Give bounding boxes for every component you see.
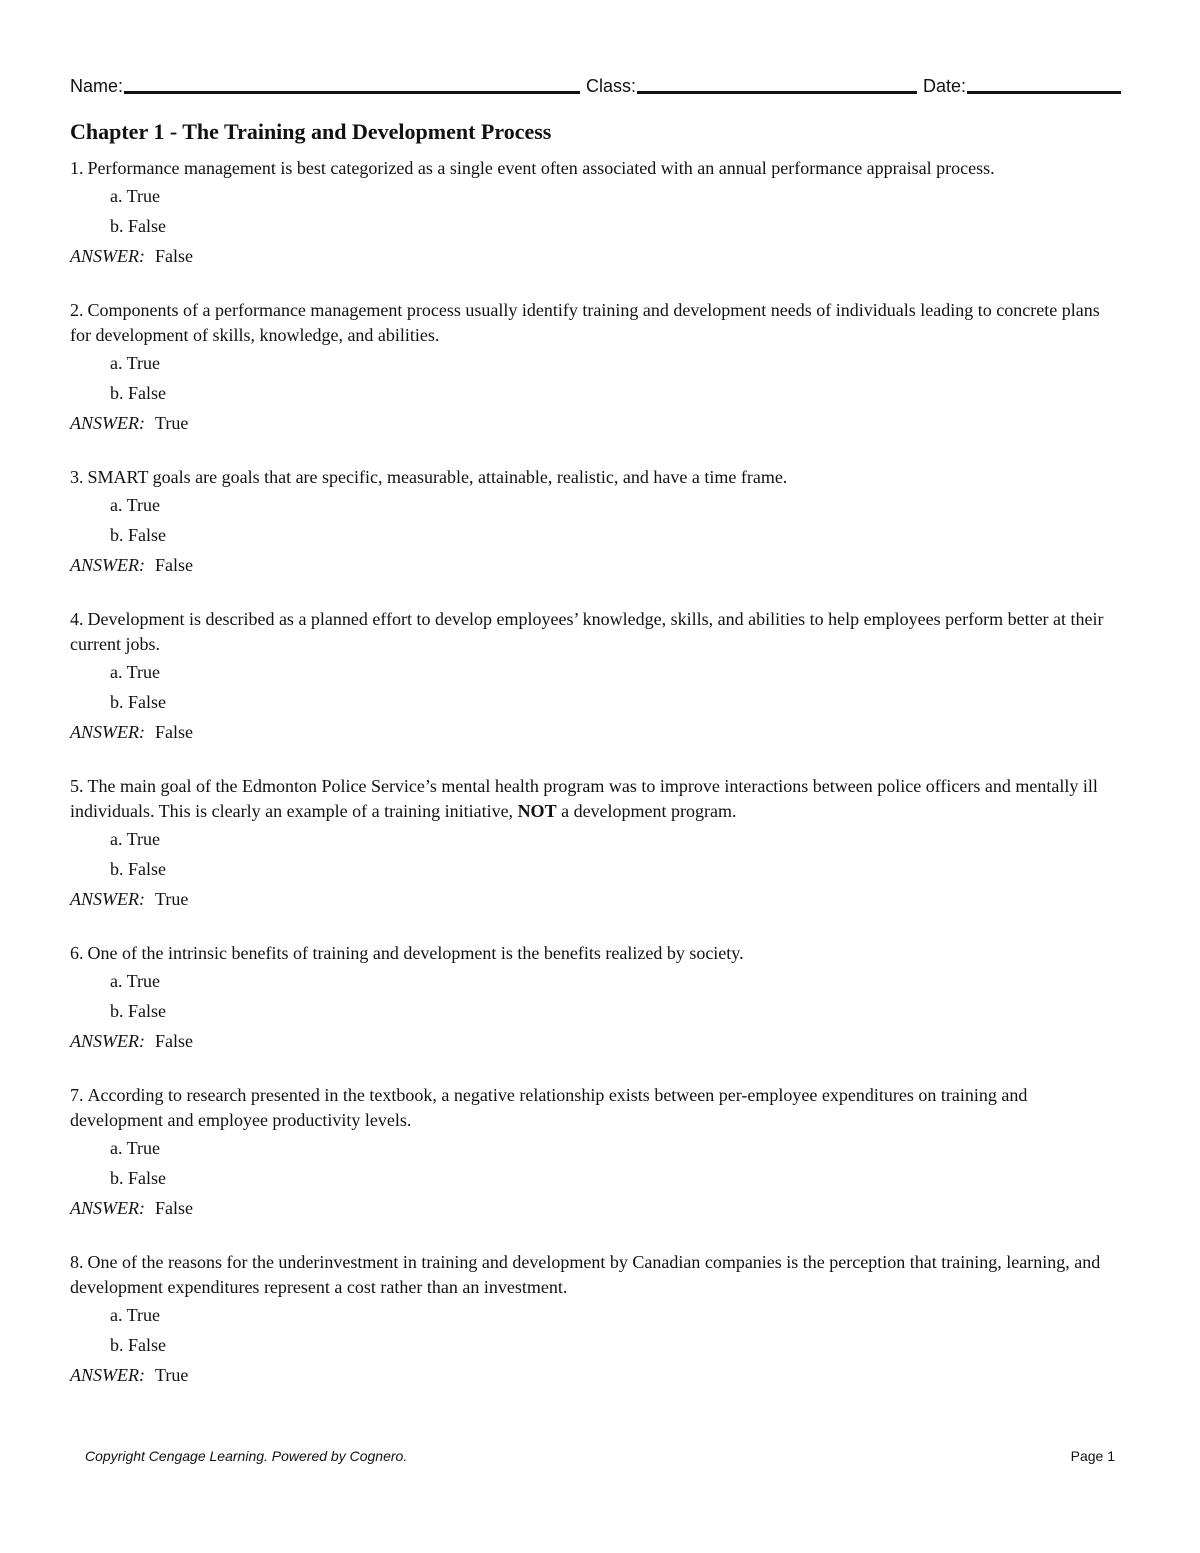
answer-line (70, 1360, 1130, 1390)
question-text: The main goal of the Edmonton Police Service’s mental health program was to improve interactions between police officers and mentally ill individuals. This is clearly an example of a training initiative, (70, 776, 1098, 821)
answer-value: False (154, 555, 193, 575)
option-list (110, 824, 1130, 884)
answer-line (70, 408, 1130, 438)
option-list (110, 966, 1130, 1026)
answer-label: ANSWER: (70, 555, 145, 575)
question-number: 8. (70, 1252, 84, 1272)
answer-label: ANSWER: (70, 1198, 145, 1218)
question-2 (70, 298, 1130, 438)
question-text-end: a development program. (561, 801, 737, 821)
question-text: Components of a performance management process usually identify training and development needs of individuals leading to concrete plans for development of skills, knowledge, and abilities. (70, 300, 1100, 345)
option-false: b. False (110, 383, 166, 403)
question-number: 4. (70, 609, 84, 629)
question-emphasis: NOT (517, 801, 557, 821)
question-number: 1. (70, 158, 84, 178)
option-true: a. True (110, 662, 161, 682)
question-8 (70, 1250, 1130, 1390)
option-false: b. False (110, 692, 166, 712)
option-false: b. False (110, 859, 166, 879)
answer-label: ANSWER: (70, 413, 145, 433)
question-1 (70, 156, 1130, 271)
question-stem (70, 465, 1115, 490)
option-list (110, 490, 1130, 550)
question-number: 2. (70, 300, 84, 320)
option-list (110, 181, 1130, 241)
option-list (110, 348, 1130, 408)
answer-line (70, 717, 1130, 747)
class-field-line (637, 91, 917, 94)
worksheet-page (70, 68, 1130, 1417)
question-text: One of the reasons for the underinvestment in training and development by Canadian companies is the perception that training, learning, and development expenditures represent a cost rather than an investment. (70, 1252, 1101, 1297)
option-true: a. True (110, 495, 161, 515)
question-7 (70, 1083, 1130, 1223)
question-stem (70, 298, 1115, 348)
answer-label: ANSWER: (70, 1031, 145, 1051)
question-6 (70, 941, 1130, 1056)
option-list (110, 1300, 1130, 1360)
answer-value: False (154, 246, 193, 266)
option-false: b. False (110, 216, 166, 236)
answer-line (70, 1193, 1130, 1223)
option-true: a. True (110, 829, 161, 849)
question-number: 6. (70, 943, 84, 963)
option-false: b. False (110, 1001, 166, 1021)
chapter-title: Chapter 1 - The Training and Development Process (70, 119, 552, 144)
date-label: Date: (923, 76, 967, 96)
name-field-line (124, 91, 580, 94)
answer-value: False (154, 1198, 193, 1218)
page-footer (85, 1446, 1115, 1466)
question-stem (70, 1250, 1115, 1300)
option-true: a. True (110, 353, 161, 373)
question-number: 5. (70, 776, 84, 796)
question-text: Performance management is best categorized as a single event often associated with an annual performance appraisal process. (87, 158, 995, 178)
answer-line (70, 550, 1130, 580)
question-number: 3. (70, 467, 84, 487)
page-number: Page 1 (1070, 1448, 1115, 1464)
answer-value: True (154, 1365, 189, 1385)
option-list (110, 657, 1130, 717)
question-4 (70, 607, 1130, 747)
answer-line (70, 884, 1130, 914)
option-false: b. False (110, 1335, 166, 1355)
question-stem (70, 941, 1115, 966)
question-stem (70, 774, 1115, 824)
date-field-line (967, 91, 1121, 94)
answer-label: ANSWER: (70, 722, 145, 742)
question-5 (70, 774, 1130, 914)
answer-value: True (154, 413, 189, 433)
answer-value: True (154, 889, 189, 909)
question-text: According to research presented in the textbook, a negative relationship exists between per-employee expenditures on training and development and employee productivity levels. (70, 1085, 1028, 1130)
name-label: Name: (70, 76, 124, 96)
class-label: Class: (586, 76, 637, 96)
question-stem (70, 607, 1115, 657)
answer-value: False (154, 722, 193, 742)
answer-line (70, 1026, 1130, 1056)
option-true: a. True (110, 971, 161, 991)
option-true: a. True (110, 1305, 161, 1325)
question-text: Development is described as a planned effort to develop employees’ knowledge, skills, and abilities to help employees perform better at their current jobs. (70, 609, 1104, 654)
copyright-text: Copyright Cengage Learning. Powered by Cognero. (85, 1448, 408, 1464)
question-list (70, 156, 1130, 1390)
option-true: a. True (110, 186, 161, 206)
question-3 (70, 465, 1130, 580)
question-text: SMART goals are goals that are specific, measurable, attainable, realistic, and have a time frame. (87, 467, 788, 487)
option-list (110, 1133, 1130, 1193)
answer-label: ANSWER: (70, 246, 145, 266)
question-stem (70, 156, 1115, 181)
question-stem (70, 1083, 1115, 1133)
option-false: b. False (110, 525, 166, 545)
option-true: a. True (110, 1138, 161, 1158)
option-false: b. False (110, 1168, 166, 1188)
question-number: 7. (70, 1085, 84, 1105)
answer-value: False (154, 1031, 193, 1051)
student-info-header (70, 68, 1130, 96)
question-text: One of the intrinsic benefits of training and development is the benefits realized by society. (87, 943, 744, 963)
answer-label: ANSWER: (70, 889, 145, 909)
answer-label: ANSWER: (70, 1365, 145, 1385)
answer-line (70, 241, 1130, 271)
